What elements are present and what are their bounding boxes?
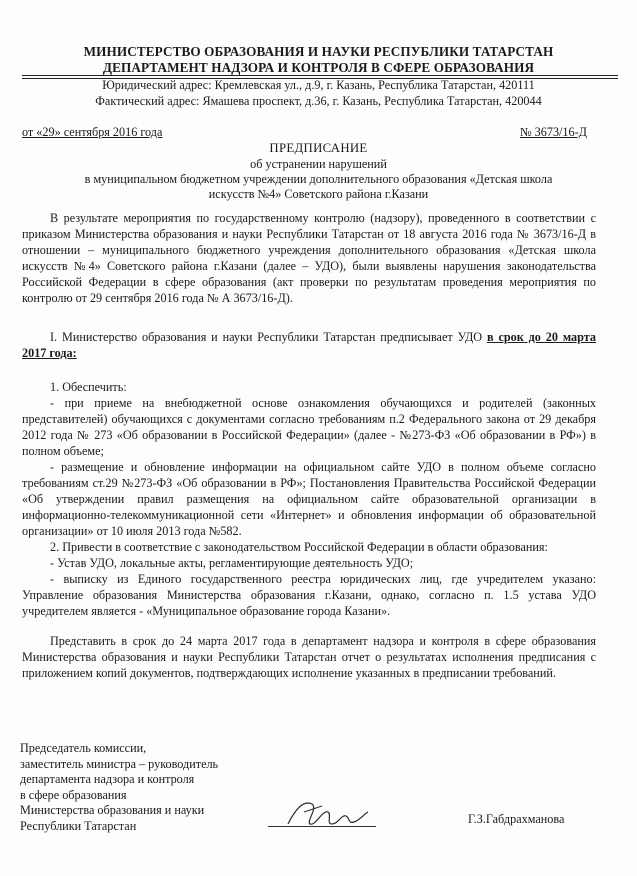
item1-admission: - при приеме на внебюджетной основе ознакомления обучающихся и родителей (законных представителей) обучающихся с документами согласно требованиям п.2 Федерального закона от 29 декабря 2012 года № 273 «Об образовании в Российской Федерации» (далее - №273-ФЗ «Об образовании в РФ») в полном объеме; (22, 396, 596, 458)
signatory-line: Республики Татарстан (20, 818, 137, 833)
document-subtitle-institution: в муниципальном бюджетном учреждении дополнительного образования «Детская школа (84, 172, 553, 186)
signatory-name: Г.З.Габдрахманова (468, 812, 565, 826)
document-subtitle-district: искусств №4» Советского района г.Казани (208, 187, 429, 201)
ministry-heading: МИНИСТЕРСТВО ОБРАЗОВАНИЯ И НАУКИ РЕСПУБЛИКИ ТАТАРСТАН (83, 44, 554, 59)
signatory-line: Председатель комиссии, (20, 741, 147, 755)
item1-heading: 1. Обеспечить: (50, 380, 127, 394)
intro-paragraph: В результате мероприятия по государственному контролю (надзору), проведенного в соответствии с приказом Министерства образования и науки Республики Татарстан от 18 августа 2016 года № 3673/16-Д в отношении – муниципального бюджетного учреждения дополнительного образования «Детская школа искусств №4» Советского района г.Казани (далее – УДО), были выявлены нарушения законодательства Российской Федерации в сфере образования (акт проверки по результатам проведения мероприятия по контролю от 29 сентября 2016 года № А 3673/16-Д). (22, 211, 596, 305)
document-subtitle: об устранении нарушений (250, 157, 387, 171)
section1-deadline: в срок до 20 марта 2017 года: (22, 330, 596, 360)
signatory-line: в сфере образования (20, 787, 127, 802)
handwritten-signature (282, 794, 372, 834)
signatory-title (20, 741, 218, 834)
item2-registry: - выписку из Единого государственного реестра юридических лиц, где учредителем указано: Управление образования Министерства образования г.Казани, однако, согласно п. 1.5 устава УДО учредителем является - «Муниципальное образование города Казани». (22, 572, 596, 618)
document-date: от «29» сентября 2016 года (22, 125, 163, 139)
actual-address: Фактический адрес: Ямашева проспект, д.36, г. Казань, Республика Татарстан, 420044 (95, 94, 542, 108)
requirements-list (22, 379, 596, 619)
legal-address: Юридический адрес: Кремлевская ул., д.9, г. Казань, Республика Татарстан, 420111 (102, 78, 535, 92)
document-number: № 3673/16-Д (520, 125, 587, 139)
signatory-line: Министерства образования и науки (20, 803, 205, 817)
signature-line (268, 826, 376, 827)
document-title: ПРЕДПИСАНИЕ (269, 141, 368, 155)
section1-paragraph (22, 329, 596, 361)
report-paragraph: Представить в срок до 24 марта 2017 года в департамент надзора и контроля в сфере образования Министерства образования и науки Республики Татарстан отчет о результатах исполнения предписания с приложением копий документов, подтверждающих исполнение указанных в предписании требований. (22, 634, 596, 680)
department-heading: ДЕПАРТАМЕНТ НАДЗОРА И КОНТРОЛЯ В СФЕРЕ ОБРАЗОВАНИЯ (102, 60, 535, 75)
item2-heading: 2. Привести в соответствие с законодательством Российской Федерации в области образования: (50, 540, 548, 554)
item2-charter: - Устав УДО, локальные акты, регламентирующие деятельность УДО; (50, 556, 414, 570)
item1-website: - размещение и обновление информации на официальном сайте УДО в полном объеме согласно требованиям ст.29 №273-ФЗ «Об образовании в РФ»; Постановления Правительства Российской Федерации «Об утверждении правил размещения на официальном сайте образовательной организации в информационно-телекоммуникационной сети «Интернет» и обновления информации об образовательной организации» от 10 июля 2013 года №582. (22, 460, 596, 538)
signatory-line: департамента надзора и контроля (20, 772, 195, 786)
section1-lead: I. Министерство образования и науки Республики Татарстан предписывает УДО (50, 330, 483, 344)
signatory-line: заместитель министра – руководитель (20, 756, 219, 771)
header-divider (22, 75, 618, 76)
